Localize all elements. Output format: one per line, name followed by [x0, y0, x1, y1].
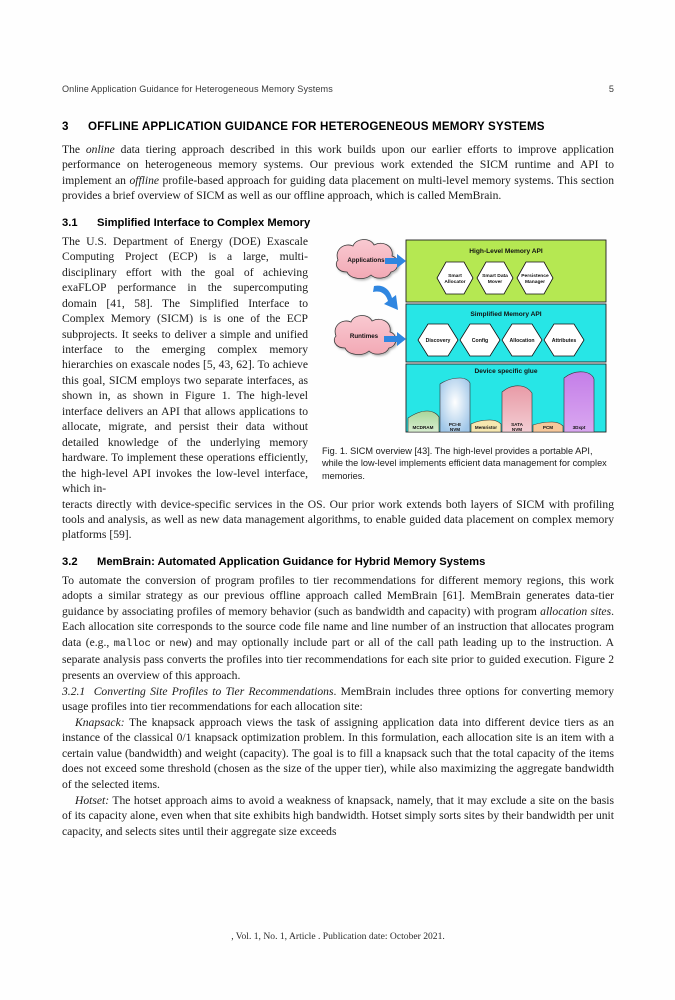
figure-layer-stack: [406, 240, 606, 432]
figure-1-caption-text: SICM overview [43]. The high-level provides a portable API, while the low-level implements efficient data management for complex memories.: [322, 445, 607, 481]
text-knapsack: The knapsack approach views the task of assigning application data into different device tiers as an instance of the classical 0/1 knapsack optimization problem. In this formulation, each allocation site is an item with a certain value (bandwidth) and weight (capacity). The goal is to fill a knapsack such that the total capacity of the items does not exceed some threshold (chosen as the size of the upper tier), while also maximizing the aggregate bandwidth of the selected items.: [62, 715, 614, 791]
hexagon-label-attributes: Attributes: [551, 337, 577, 344]
figure-1-caption-label: Fig. 1.: [322, 445, 348, 456]
code-new: new: [169, 637, 188, 650]
section-321-paragraph: [62, 684, 614, 715]
arrow-applications-to-simplified: [373, 285, 398, 309]
device-label-pcm: PCM: [542, 424, 554, 430]
hexagon-label-smart-data-mover-l1: Smart Data: [482, 273, 508, 279]
text-run: profile-based approach for guiding data placement on multi-level memory systems. This section provides a brief overview of SICM as well as our offline approach, which is called MemBrain.: [62, 173, 614, 203]
section-3-title: OFFLINE APPLICATION GUIDANCE FOR HETEROGENEOUS MEMORY SYSTEMS: [88, 120, 545, 133]
page-content: [62, 84, 614, 839]
device-label-sata-nvm-l2: NVM: [511, 426, 523, 432]
layer-title-high-level: High-Level Memory API: [469, 247, 543, 255]
emphasis-online: online: [85, 143, 115, 156]
section-32-paragraph: [62, 573, 614, 683]
hexagon-label-smart-data-mover-l2: Mover: [487, 279, 503, 285]
section-32-title: MemBrain: Automated Application Guidance for Hybrid Memory Systems: [97, 555, 486, 568]
device-label-3dxpt: 3Dxpt: [572, 424, 586, 430]
text-run: ) and may optionally include part or all of the call path leading up to the instruction. A separate analysis pass converts the profiles into tier recommendations for each site prior to guided execution. Figure 2 presents an overview of this approach.: [62, 635, 614, 682]
layer-title-device-glue: Device specific glue: [474, 367, 538, 375]
hexagon-label-allocation: Allocation: [509, 337, 535, 344]
device-label-pcie-nvm-l1: PCI-E: [448, 421, 462, 427]
section-3-heading: [62, 120, 614, 133]
section-32-number: 3.2: [62, 555, 78, 568]
figure-1-graphic: [322, 236, 612, 436]
text-run: . Each allocation site corresponds to the source code file name and line number of an instruction that allocates program data (e.g.,: [62, 604, 614, 649]
hexagon-label-config: Config: [471, 337, 489, 344]
cloud-label-applications: Applications: [347, 256, 385, 264]
text-hotset: The hotset approach aims to avoid a weakness of knapsack, namely, that it may exclude a site on the basis of its capacity alone, even when that site exhibits high bandwidth. Hotset simply sorts sites by their bandwidth per unit capacity, and selects sites until their aggregate size exceeds: [62, 793, 614, 838]
figure-1-container: [322, 236, 614, 482]
section-321-number: 3.2.1: [62, 684, 86, 698]
list-item-knapsack: [62, 715, 614, 792]
term-hotset: Hotset:: [75, 793, 110, 807]
page-footer: , Vol. 1, No. 1, Article . Publication date: October 2021.: [231, 931, 445, 942]
device-label-mcdram: MCDRAM: [412, 424, 434, 430]
text-run: The: [62, 143, 86, 156]
text-run: or: [150, 635, 170, 649]
section-31-heading: [62, 217, 614, 229]
running-head: [62, 84, 614, 94]
cloud-label-runtimes: Runtimes: [349, 332, 379, 340]
section-321-lead: . MemBrain includes three options for converting memory usage profiles into tier recommendations for each allocation site:: [62, 684, 615, 713]
hexagon-label-smart-allocator-l2: Allocator: [444, 279, 466, 285]
section-31-full-width-paragraph: teracts directly with device-specific services in the OS. Our prior work extends both layers of SICM with profiling tools and analysis, as well as new data management algorithms, to enable guided data placement on complex memory platforms [59].: [62, 497, 614, 542]
emphasis-allocation-sites: allocation sites: [540, 604, 612, 618]
device-label-sata-nvm-l1: SATA: [511, 421, 523, 427]
hexagon-label-smart-allocator-l1: Smart: [448, 273, 462, 279]
figure-1-caption: [322, 445, 614, 482]
code-malloc: malloc: [113, 637, 151, 650]
device-label-pcie-nvm-l2: NVM: [449, 426, 461, 432]
running-head-title: Online Application Guidance for Heterogeneous Memory Systems: [62, 84, 333, 94]
section-31-column-paragraph: The U.S. Department of Energy (DOE) Exascale Computing Project (ECP) is a large, multi-disciplinary effort with the goal of achieving exaFLOP performance in the supercomputing domain [41, 58]. The Simplified Interface to Complex Memory (SICM) is is one of the ECP subprojects. It seeks to deliver a simple and unified interface to the emerging complex memory hierarchies on exascale nodes [5, 43, 62]. To achieve this goal, SICM employs two separate interfaces, as shown in, as shown in Figure 1. The high-level interface delivers an API that allows applications to allocate, migrate, and persist their data without detailed knowledge of the underlying memory hardware. To implement these operations efficiently, the high-level API invokes the low-level interface, which in-: [62, 234, 308, 496]
hexagon-label-persistence-manager-l2: Manager: [524, 279, 546, 285]
text-run: data tiering approach described in this work builds upon our earlier efforts to improve application performance on heterogeneous memory systems. Our previous work extended the SICM runtime and API to implement an: [62, 143, 614, 187]
device-label-memristor: Memristor: [474, 424, 498, 430]
term-knapsack: Knapsack:: [75, 715, 125, 729]
section-3-number: 3: [62, 120, 69, 133]
figure-wrap-zone: [62, 234, 614, 543]
hexagon-label-persistence-manager-l1: Persistence: [521, 273, 549, 279]
section-31-number: 3.1: [62, 216, 78, 229]
hexagon-label-discovery: Discovery: [425, 337, 451, 344]
list-item-hotset: [62, 793, 614, 839]
page-number: 5: [608, 84, 614, 94]
emphasis-offline: offline: [129, 173, 160, 187]
text-run: To automate the conversion of program profiles to tier recommendations for different memory regions, this work adopts a similar strategy as our previous offline approach called MemBrain [61]. MemBrain generates data-tier guidance by associating profiles of memory behavior (such as bandwidth and capacity) with program: [62, 573, 614, 618]
section-321-title: Converting Site Profiles to Tier Recommendations: [93, 684, 334, 698]
device-bar-3dxpt: [564, 372, 594, 432]
section-3-intro-paragraph: [62, 142, 614, 204]
layer-title-simplified: Simplified Memory API: [470, 310, 542, 318]
sicm-overview-diagram: [322, 236, 612, 436]
section-31-title: Simplified Interface to Complex Memory: [97, 216, 311, 229]
section-32-heading: [62, 556, 614, 568]
